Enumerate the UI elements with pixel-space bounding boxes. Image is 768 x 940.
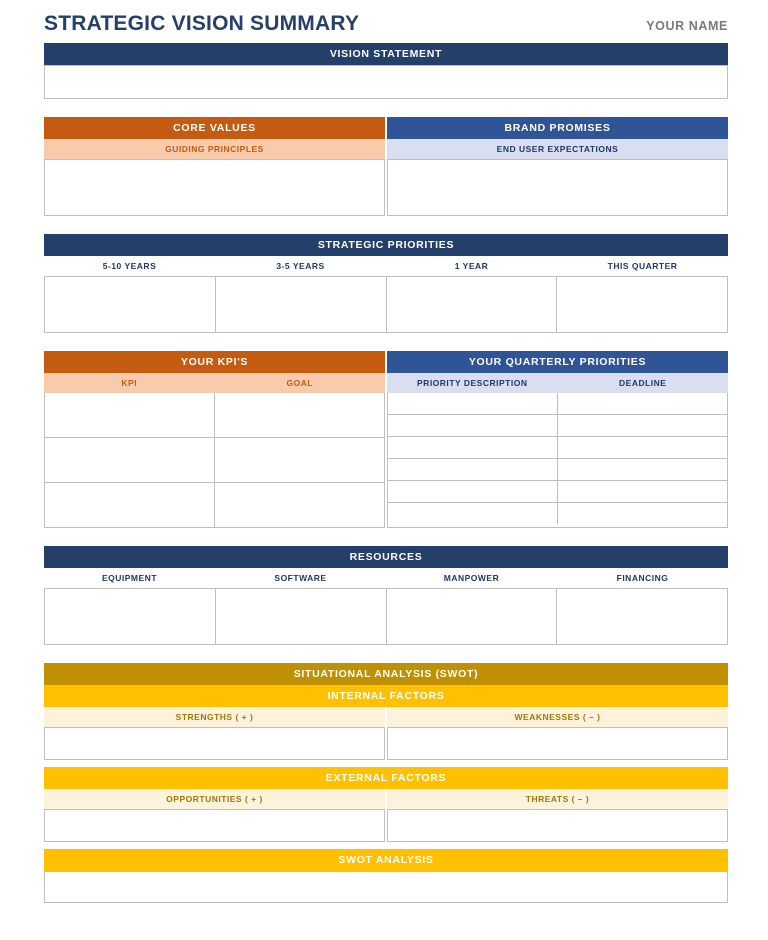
table-row — [388, 458, 727, 480]
sp-col-header-this-quarter: THIS QUARTER — [557, 256, 728, 276]
kpi-quarterly-subheader-row — [44, 373, 728, 393]
res-input-software[interactable] — [216, 588, 387, 645]
your-kpis-header: YOUR KPI'S — [44, 351, 385, 373]
internal-factors-subheader-row — [44, 707, 728, 727]
strategic-priorities-header: STRATEGIC PRIORITIES — [44, 234, 728, 256]
resources-section — [44, 546, 728, 645]
vision-statement-input[interactable] — [44, 65, 728, 99]
quarterly-column-headers — [387, 373, 728, 393]
kpi-cell-kpi[interactable] — [45, 483, 215, 527]
vision-statement-section — [44, 43, 728, 99]
qp-cell-description[interactable] — [388, 459, 558, 480]
sp-col-header-3-5-years: 3-5 YEARS — [215, 256, 386, 276]
owner-name-field[interactable]: YOUR NAME — [646, 18, 728, 33]
kpi-cell-kpi[interactable] — [45, 393, 215, 437]
strengths-input[interactable] — [44, 727, 385, 760]
table-row — [45, 393, 384, 437]
external-factors-header: EXTERNAL FACTORS — [44, 767, 728, 789]
res-input-equipment[interactable] — [44, 588, 216, 645]
internal-factors-header: INTERNAL FACTORS — [44, 685, 728, 707]
page-header — [0, 0, 768, 34]
swot-section — [44, 663, 728, 903]
qp-cell-deadline[interactable] — [558, 437, 727, 458]
kpi-cell-kpi[interactable] — [45, 438, 215, 482]
page-title: STRATEGIC VISION SUMMARY — [44, 12, 360, 35]
weaknesses-subheader: WEAKNESSES ( – ) — [387, 707, 728, 727]
opportunities-input[interactable] — [44, 809, 385, 842]
qp-cell-description[interactable] — [388, 415, 558, 436]
kpi-col-header-goal: GOAL — [215, 373, 386, 393]
res-col-header-manpower: MANPOWER — [386, 568, 557, 588]
opportunities-subheader: OPPORTUNITIES ( + ) — [44, 789, 385, 809]
table-row — [388, 393, 727, 414]
core-values-input[interactable] — [44, 159, 385, 216]
strategic-priorities-body — [44, 276, 728, 333]
table-row — [388, 502, 727, 524]
kpi-cell-goal[interactable] — [215, 393, 384, 437]
vision-statement-header: VISION STATEMENT — [44, 43, 728, 65]
strategic-priorities-section — [44, 234, 728, 333]
sp-input-this-quarter[interactable] — [557, 276, 728, 333]
strengths-subheader: STRENGTHS ( + ) — [44, 707, 385, 727]
qp-cell-description[interactable] — [388, 481, 558, 502]
values-promises-body-row — [44, 159, 728, 216]
qp-cell-description[interactable] — [388, 393, 558, 414]
kpi-quarterly-body-row — [44, 393, 728, 528]
table-row — [45, 437, 384, 482]
table-row — [388, 436, 727, 458]
internal-factors-body-row — [44, 727, 728, 758]
res-col-header-equipment: EQUIPMENT — [44, 568, 215, 588]
qp-cell-deadline[interactable] — [558, 415, 727, 436]
values-promises-header-row — [44, 117, 728, 139]
resources-header: RESOURCES — [44, 546, 728, 568]
swot-analysis-input[interactable] — [44, 871, 728, 903]
core-values-header: CORE VALUES — [44, 117, 385, 139]
table-row — [45, 482, 384, 527]
quarterly-priorities-table-body — [387, 393, 728, 528]
end-user-expectations-subheader: END USER EXPECTATIONS — [387, 139, 728, 159]
sp-col-header-1-year: 1 YEAR — [386, 256, 557, 276]
qp-cell-deadline[interactable] — [558, 481, 727, 502]
table-row — [388, 480, 727, 502]
kpi-cell-goal[interactable] — [215, 483, 384, 527]
external-factors-body-row — [44, 809, 728, 840]
res-input-manpower[interactable] — [387, 588, 558, 645]
sp-input-5-10-years[interactable] — [44, 276, 216, 333]
res-col-header-financing: FINANCING — [557, 568, 728, 588]
resources-column-headers — [44, 568, 728, 588]
values-promises-subheader-row — [44, 139, 728, 159]
swot-analysis-header: SWOT ANALYSIS — [44, 849, 728, 871]
external-factors-subheader-row — [44, 789, 728, 809]
qp-cell-description[interactable] — [388, 437, 558, 458]
qp-col-header-priority-description: PRIORITY DESCRIPTION — [387, 373, 558, 393]
qp-cell-deadline[interactable] — [558, 459, 727, 480]
table-row — [388, 414, 727, 436]
kpi-quarterly-header-row — [44, 351, 728, 373]
weaknesses-input[interactable] — [387, 727, 728, 760]
sp-col-header-5-10-years: 5-10 YEARS — [44, 256, 215, 276]
brand-promises-header: BRAND PROMISES — [387, 117, 728, 139]
strategic-priorities-column-headers — [44, 256, 728, 276]
sp-input-3-5-years[interactable] — [216, 276, 387, 333]
swot-header: SITUATIONAL ANALYSIS (SWOT) — [44, 663, 728, 685]
resources-body — [44, 588, 728, 645]
res-col-header-software: SOFTWARE — [215, 568, 386, 588]
threats-subheader: THREATS ( – ) — [387, 789, 728, 809]
kpi-table-body — [44, 393, 385, 528]
sp-input-1-year[interactable] — [387, 276, 558, 333]
threats-input[interactable] — [387, 809, 728, 842]
kpi-cell-goal[interactable] — [215, 438, 384, 482]
kpi-col-header-kpi: KPI — [44, 373, 215, 393]
qp-col-header-deadline: DEADLINE — [558, 373, 729, 393]
guiding-principles-subheader: GUIDING PRINCIPLES — [44, 139, 385, 159]
quarterly-priorities-header: YOUR QUARTERLY PRIORITIES — [387, 351, 728, 373]
kpi-quarterly-section — [44, 351, 728, 528]
qp-cell-description[interactable] — [388, 503, 558, 524]
res-input-financing[interactable] — [557, 588, 728, 645]
qp-cell-deadline[interactable] — [558, 393, 727, 414]
values-and-promises-section — [44, 117, 728, 216]
brand-promises-input[interactable] — [387, 159, 728, 216]
qp-cell-deadline[interactable] — [558, 503, 727, 524]
kpi-column-headers — [44, 373, 385, 393]
